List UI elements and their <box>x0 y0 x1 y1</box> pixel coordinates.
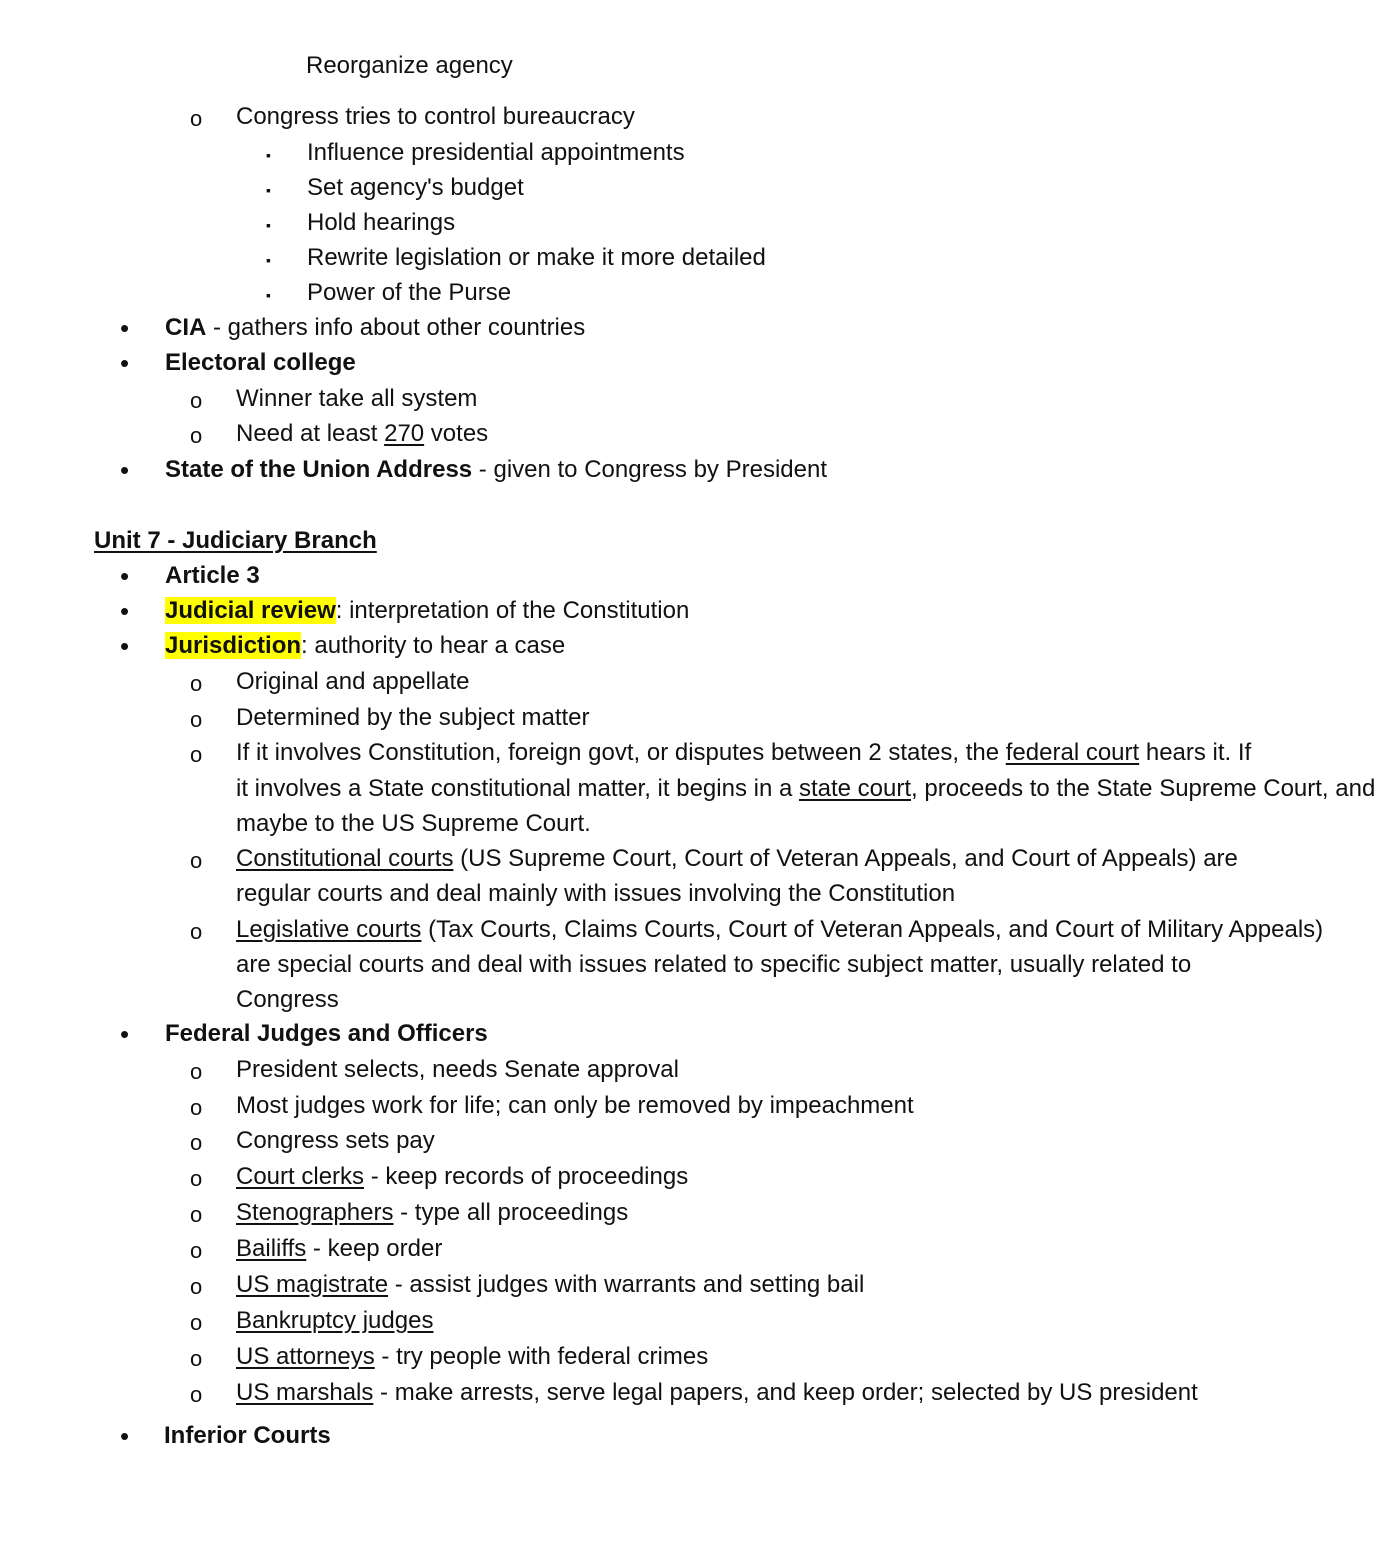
bullet: • <box>120 631 130 661</box>
officer-item: US magistrate - assist judges with warrants and setting bail <box>236 1271 865 1298</box>
congress-item: Influence presidential appointments <box>307 139 685 166</box>
officer-item: US marshals - make arrests, serve legal papers, and keep order; selected by US president <box>236 1379 1198 1406</box>
partial-bottom-line <box>0 1420 1200 1451</box>
circle-bullet: o <box>190 1310 203 1335</box>
circle-bullet: o <box>190 742 203 767</box>
inferior-courts-term: Inferior Courts <box>164 1422 331 1449</box>
jurisdiction-item-cont: are special courts and deal with issues related to specific subject matter, usually related to <box>236 951 1192 978</box>
circle-bullet: o <box>190 919 203 944</box>
officer-item: Bankruptcy judges <box>236 1307 434 1334</box>
cia-def: - gathers info about other countries <box>206 314 586 341</box>
square-bullet: ▪ <box>266 287 271 303</box>
congress-item: Hold hearings <box>307 209 456 236</box>
judicial-review-line: Judicial review: interpretation of the Constitution <box>165 597 690 624</box>
bullet: • <box>120 455 130 485</box>
congress-item: Rewrite legislation or make it more detailed <box>307 244 766 271</box>
square-bullet: ▪ <box>266 217 271 233</box>
jurisdiction-item-cont: it involves a State constitutional matter, it begins in a state court, proceeds to the State Supreme Court, and <box>236 775 1375 802</box>
jurisdiction-line: Jurisdiction: authority to hear a case <box>165 632 566 659</box>
bullet: • <box>120 1019 130 1049</box>
electoral-term: Electoral college <box>165 349 356 376</box>
cia-term: CIA <box>165 314 207 341</box>
circle-bullet: o <box>190 1059 203 1084</box>
votes-number: 270 <box>384 420 425 447</box>
circle-bullet: o <box>190 1202 203 1227</box>
square-bullet: ▪ <box>266 252 271 268</box>
electoral-item: Winner take all system <box>236 385 478 412</box>
square-bullet: ▪ <box>266 182 271 198</box>
circle-bullet: o <box>190 1130 203 1155</box>
congress-item: Set agency's budget <box>307 174 524 201</box>
sotu-def: - given to Congress by President <box>472 456 827 483</box>
judges-item: Most judges work for life; can only be removed by impeachment <box>236 1092 914 1119</box>
judges-item: President selects, needs Senate approval <box>236 1056 679 1083</box>
congress-item: Power of the Purse <box>307 279 512 306</box>
jurisdiction-item: Constitutional courts (US Supreme Court, Court of Veteran Appeals, and Court of Appeals) are <box>236 845 1238 872</box>
sotu-term: State of the Union Address <box>165 456 473 483</box>
bullet: • <box>120 596 130 626</box>
jurisdiction-term: Jurisdiction <box>165 632 302 659</box>
partial-text: Reorganize agency <box>306 52 513 79</box>
judges-item: Congress sets pay <box>236 1127 435 1154</box>
circle-bullet: o <box>190 1238 203 1263</box>
officer-item: Bailiffs - keep order <box>236 1235 443 1262</box>
circle-bullet: o <box>190 848 203 873</box>
jurisdiction-item-cont: Congress <box>236 986 339 1013</box>
article-term: Article 3 <box>165 562 260 589</box>
jurisdiction-item: If it involves Constitution, foreign govt, or disputes between 2 states, the federal court hears it. If <box>236 739 1252 766</box>
circle-bullet: o <box>190 423 203 448</box>
electoral-item: Need at least 270 votes <box>236 420 489 447</box>
jurisdiction-item-cont: regular courts and deal mainly with issues involving the Constitution <box>236 880 956 907</box>
jurisdiction-item-cont: maybe to the US Supreme Court. <box>236 810 591 837</box>
circle-bullet: o <box>190 388 203 413</box>
sotu-line <box>165 455 827 485</box>
circle-bullet: o <box>190 1095 203 1120</box>
officer-item: Court clerks - keep records of proceedings <box>236 1163 689 1190</box>
bullet: • <box>120 1421 130 1451</box>
circle-bullet: o <box>190 106 203 131</box>
jurisdiction-item: Determined by the subject matter <box>236 704 590 731</box>
bullet: • <box>120 313 130 343</box>
congress-title: Congress tries to control bureaucracy <box>236 103 635 130</box>
circle-bullet: o <box>190 671 203 696</box>
circle-bullet: o <box>190 707 203 732</box>
judicial-review-term: Judicial review <box>165 597 336 624</box>
cia-line <box>165 313 585 343</box>
circle-bullet: o <box>190 1382 203 1407</box>
bullet: • <box>120 561 130 591</box>
officer-item: US attorneys - try people with federal crimes <box>236 1343 709 1370</box>
circle-bullet: o <box>190 1166 203 1191</box>
officer-item: Stenographers - type all proceedings <box>236 1199 629 1226</box>
bullet: • <box>120 348 130 378</box>
unit-heading: Unit 7 - Judiciary Branch <box>94 527 377 554</box>
circle-bullet: o <box>190 1274 203 1299</box>
jurisdiction-item: Original and appellate <box>236 668 470 695</box>
circle-bullet: o <box>190 1346 203 1371</box>
jurisdiction-item: Legislative courts (Tax Courts, Claims Courts, Court of Veteran Appeals, and Court of Military Appeals) <box>236 916 1324 943</box>
judges-term: Federal Judges and Officers <box>165 1020 488 1047</box>
partial-top-line <box>0 52 1200 81</box>
square-bullet: ▪ <box>266 147 271 163</box>
